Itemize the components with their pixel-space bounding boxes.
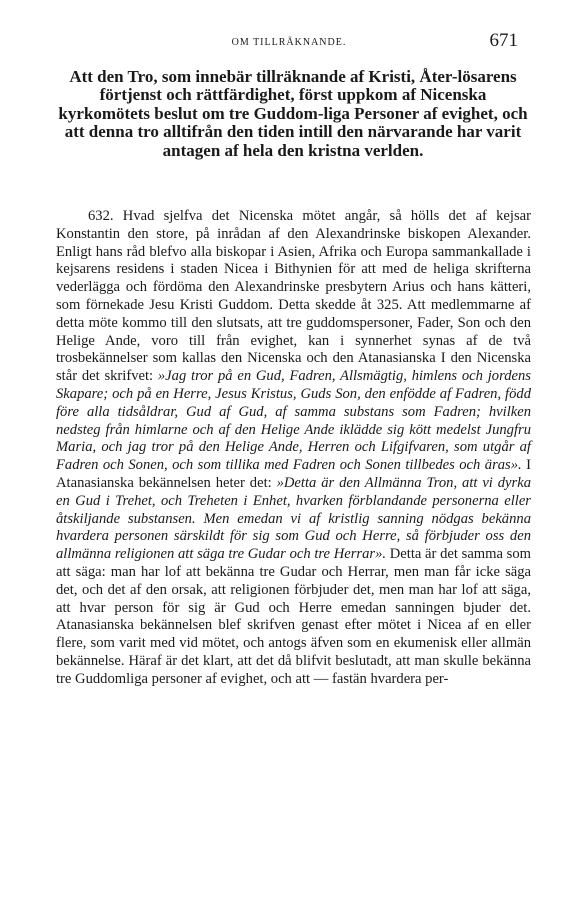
running-header <box>60 30 518 54</box>
paragraph-text: Hvad sjelfva det Nicenska mötet angår, så hölls det af kejsar Konstantin den store, på inrådan af den Alexandrinske biskopen Alexander. Enligt hans råd blefvo alla biskopar i Asien, Afrika och Europa sammankallade i kejsarens residens i staden Nicea i Bithynien för att med de heliga skrifterna vederlägga och fördöma den Alexandrinske presbytern Arius och hans kätteri, som förnekade Jesu Kristi Guddom. Detta skedde åt 325. Att medlemmarne af detta möte kommo till den slutsats, att tre guddomspersoner, Fader, Son och den Helige Ande, voro till från evighet, kan i synnerhet synas af de två trosbekännelser som kallas den Nicenska och den Atanasianska I den Nicenska står det skrifvet: <box>56 208 531 385</box>
running-title: OM TILLRÄKNANDE. <box>231 37 347 48</box>
section-heading: Att den Tro, som innebär tillräknande af Kristi, Åter-lösarens förtjenst och rättfärdighet, först uppkom af Nicenska kyrkomötets beslut om tre Guddom-liga Personer af evighet, och att denna tro alltifrån den tiden intill den närvarande har varit antagen af hela den kristna verlden. <box>58 67 528 160</box>
paragraph-number: 632. <box>88 208 114 224</box>
paragraph-text: Detta är det samma som att säga: man har lof att bekänna tre Gudar och Herrar, men man får icke säga det, och det af den orsak, att religionen förbjuder det, men man har lof att säga, att hvar person för sig är Gud och Herre emedan sanningen bjuder det. Atanasianska bekännelsen blef skrifven genast efter mötet i Nicea af en eller flere, som varit med vid mötet, och antogs äfven som en ekumenisk eller allmän bekännelse. Häraf är det klart, att det då blifvit beslutadt, att man skulle bekänna tre Guddomliga personer af evighet, och att — fastän hvardera per- <box>56 546 532 687</box>
page-number: 671 <box>489 30 518 51</box>
paragraph-text: I Atanasianska bekännelsen heter det: <box>56 457 531 491</box>
nicene-creed-quote: »Jag tror på en Gud, Fadren, Allsmägtig, himlens och jordens Skapare; och på en Herre, Jesus Kristus, Guds Son, den enfödde af Fadren, född före alla tidsåldrar, Gud af Gud, af samma substans som Fadren; hvilken nedsteg från himlarne och af den Helige Ande iklädde sig kött medelst Jungfru Maria, och jag tror på den Helige Ande, Herren och Lifgifvaren, som utgår af Fadren och Sonen, och som tillika med Fadren och Sonen tillbedes och äras». <box>56 368 531 474</box>
paragraph-632 <box>56 208 531 689</box>
athanasian-creed-quote: »Detta är den Allmänna Tron, att vi dyrka en Gud i Trehet, och Treheten i Enhet, hvarken förblandande personerna eller åtskiljande substansen. Men emedan vi af kristlig sanning nödgas bekänna hvardera personen särskildt för sig som Gud och Herre, så förbjuder oss den allmänna religionen att säga tre Gudar och tre Herrar». <box>56 474 531 563</box>
body-text <box>56 208 531 689</box>
